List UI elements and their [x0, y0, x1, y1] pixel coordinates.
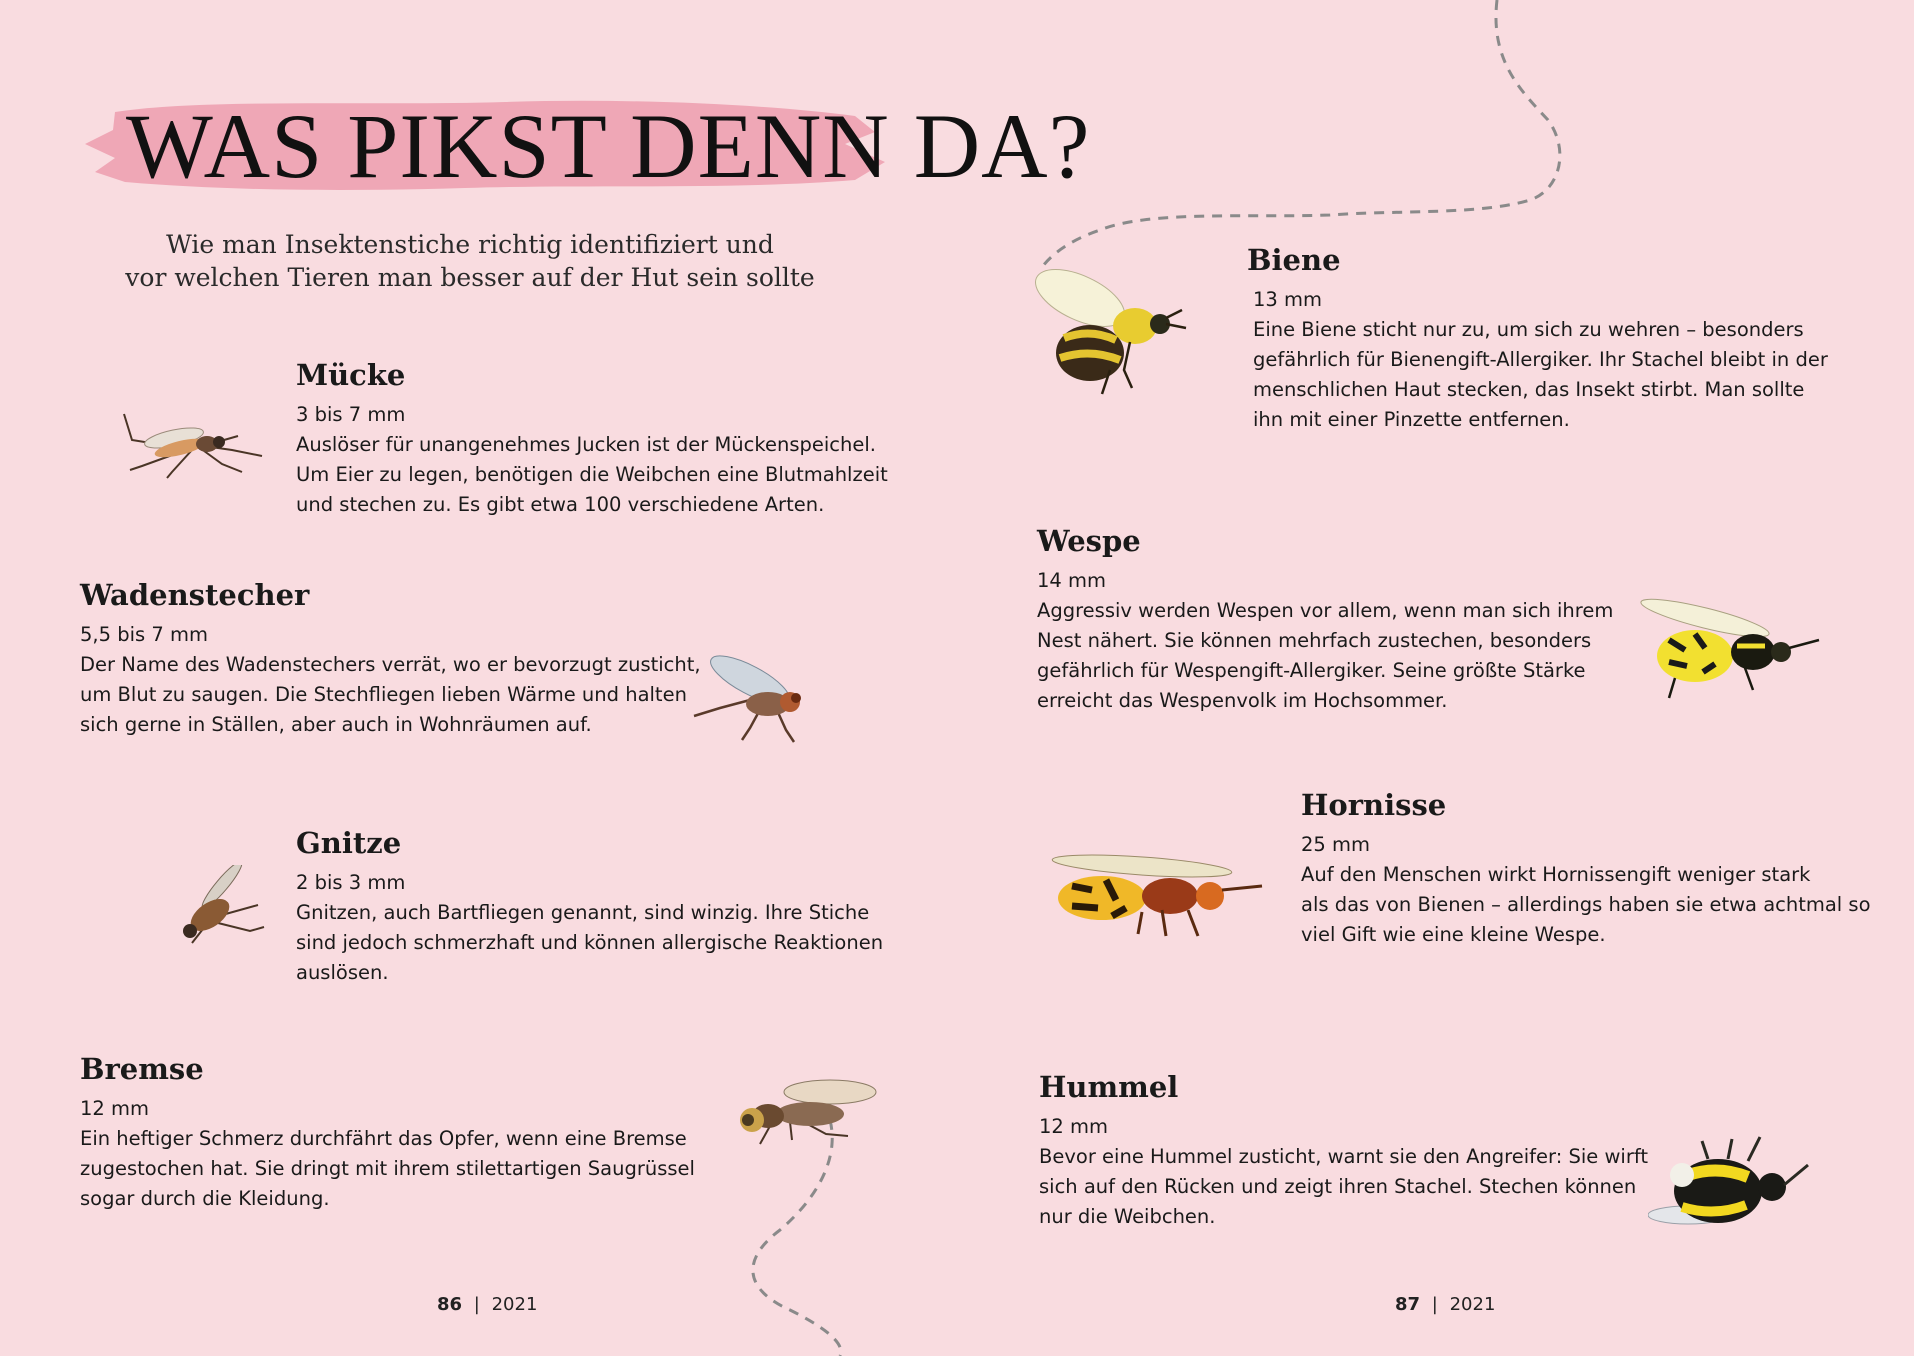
- desc-line: Gnitzen, auch Bartfliegen genannt, sind winzig. Ihre Stiche: [296, 901, 870, 924]
- footer-separator: |: [473, 1294, 480, 1315]
- entry-description: [1253, 315, 1828, 435]
- entry-title: Wadenstecher: [80, 578, 310, 612]
- wasp-illustration: [1625, 590, 1825, 705]
- subtitle-line-1: Wie man Insektenstiche richtig identifiziert und: [166, 230, 774, 259]
- desc-line: auslösen.: [296, 961, 389, 984]
- entry-description: [1039, 1142, 1648, 1232]
- page-footer-right: [1395, 1294, 1495, 1315]
- entry-size: 13 mm: [1253, 288, 1323, 311]
- entry-biene: [1247, 243, 1828, 435]
- bumblebee-illustration: [1648, 1135, 1813, 1235]
- entry-size: 5,5 bis 7 mm: [80, 623, 208, 646]
- entry-description: [1301, 860, 1871, 950]
- entry-size: 12 mm: [80, 1097, 150, 1120]
- page-number: 87: [1395, 1294, 1421, 1315]
- desc-line: sind jedoch schmerzhaft und können allergische Reaktionen: [296, 931, 884, 954]
- bee-illustration: [1020, 258, 1190, 403]
- entry-size: 12 mm: [1039, 1115, 1109, 1138]
- entry-description: [296, 430, 888, 520]
- entry-description: [80, 650, 701, 740]
- page-footer-left: [437, 1294, 537, 1315]
- desc-line: Bevor eine Hummel zusticht, warnt sie den Angreifer: Sie wirft: [1039, 1145, 1649, 1168]
- entry-title: Gnitze: [296, 826, 402, 860]
- page-number: 86: [437, 1294, 463, 1315]
- desc-line: Eine Biene sticht nur zu, um sich zu wehren – besonders: [1253, 318, 1804, 341]
- desc-line: nur die Weibchen.: [1039, 1205, 1216, 1228]
- entry-title: Mücke: [296, 358, 406, 392]
- desc-line: gefährlich für Wespengift-Allergiker. Seine größte Stärke: [1037, 659, 1586, 682]
- entry-size: 14 mm: [1037, 569, 1107, 592]
- entry-size: 25 mm: [1301, 833, 1371, 856]
- desc-line: Auf den Menschen wirkt Hornissengift weniger stark: [1301, 863, 1811, 886]
- entry-wespe: [1037, 524, 1613, 716]
- entry-title: Hornisse: [1301, 788, 1447, 822]
- horsefly-illustration: [730, 1070, 880, 1150]
- entry-title: Bremse: [80, 1052, 204, 1086]
- entry-description: [1037, 596, 1613, 716]
- entry-title: Biene: [1247, 243, 1341, 277]
- desc-line: zugestochen hat. Sie dringt mit ihrem stilettartigen Saugrüssel: [80, 1157, 695, 1180]
- entry-bremse: [80, 1052, 695, 1214]
- desc-line: und stechen zu. Es gibt etwa 100 verschiedene Arten.: [296, 493, 825, 516]
- desc-line: gefährlich für Bienengift-Allergiker. Ihr Stachel bleibt in der: [1253, 348, 1828, 371]
- desc-line: Aggressiv werden Wespen vor allem, wenn man sich ihrem: [1037, 599, 1614, 622]
- stable-fly-illustration: [690, 650, 825, 745]
- entry-description: [296, 898, 883, 988]
- desc-line: als das von Bienen – allerdings haben sie etwa achtmal so: [1301, 893, 1871, 916]
- entry-muecke: [296, 358, 888, 520]
- entry-description: [80, 1124, 695, 1214]
- desc-line: erreicht das Wespenvolk im Hochsommer.: [1037, 689, 1448, 712]
- subtitle-line-2: vor welchen Tieren man besser auf der Hut sein sollte: [125, 263, 815, 292]
- entry-wadenstecher: [80, 578, 701, 740]
- subtitle: [110, 228, 830, 294]
- desc-line: ihn mit einer Pinzette entfernen.: [1253, 408, 1570, 431]
- desc-line: sich gerne in Ställen, aber auch in Wohnräumen auf.: [80, 713, 592, 736]
- desc-line: Ein heftiger Schmerz durchfährt das Opfer, wenn eine Bremse: [80, 1127, 687, 1150]
- page-title: WAS PIKST DENN DA?: [126, 95, 1091, 197]
- entry-hummel: [1039, 1070, 1648, 1232]
- desc-line: Nest nähert. Sie können mehrfach zustechen, besonders: [1037, 629, 1592, 652]
- desc-line: viel Gift wie eine kleine Wespe.: [1301, 923, 1606, 946]
- desc-line: sogar durch die Kleidung.: [80, 1187, 330, 1210]
- desc-line: sich auf den Rücken und zeigt ihren Stachel. Stechen können: [1039, 1175, 1637, 1198]
- footer-year: 2021: [491, 1294, 538, 1315]
- desc-line: Der Name des Wadenstechers verrät, wo er bevorzugt zusticht,: [80, 653, 701, 676]
- entry-size: 3 bis 7 mm: [296, 403, 406, 426]
- desc-line: Um Eier zu legen, benötigen die Weibchen eine Blutmahlzeit: [296, 463, 888, 486]
- hornet-illustration: [1042, 850, 1267, 945]
- entry-size: 2 bis 3 mm: [296, 871, 406, 894]
- entry-title: Hummel: [1039, 1070, 1179, 1104]
- entry-title: Wespe: [1037, 524, 1141, 558]
- entry-hornisse: [1301, 788, 1871, 950]
- desc-line: menschlichen Haut stecken, das Insekt stirbt. Man sollte: [1253, 378, 1805, 401]
- desc-line: Auslöser für unangenehmes Jucken ist der Mückenspeichel.: [296, 433, 876, 456]
- footer-separator: |: [1431, 1294, 1438, 1315]
- desc-line: um Blut zu saugen. Die Stechfliegen lieben Wärme und halten: [80, 683, 687, 706]
- footer-year: 2021: [1449, 1294, 1496, 1315]
- entry-gnitze: [296, 826, 883, 988]
- mosquito-illustration: [122, 400, 272, 480]
- biting-midge-illustration: [170, 865, 270, 950]
